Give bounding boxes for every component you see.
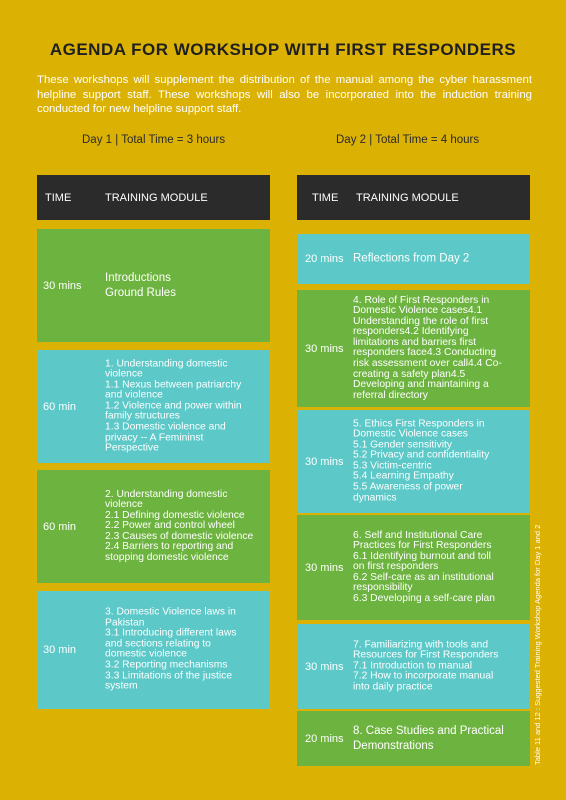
module-line: 2.1 Defining domestic violence	[105, 509, 245, 521]
module-line: limitations and barriers first	[353, 336, 477, 348]
day2-row-2-time: 30 mins	[305, 342, 344, 355]
module-line: Demonstrations	[353, 739, 434, 752]
day1-row-2	[37, 350, 270, 463]
day2-row-3	[297, 410, 530, 513]
day2-row-5-module	[353, 640, 498, 693]
day1-row-1	[37, 229, 270, 342]
module-line: 1.1 Nexus between patriarchy	[105, 379, 242, 391]
day2-row-1-module	[353, 252, 469, 267]
module-line: 3.2 Reporting mechanisms	[105, 659, 228, 671]
module-line: stopping domestic violence	[105, 551, 229, 563]
day2-row-4	[297, 515, 530, 620]
module-line: violence	[105, 499, 143, 511]
module-line: 2.4 Barriers to reporting and	[105, 541, 234, 553]
day2-header-module: TRAINING MODULE	[356, 191, 459, 204]
module-line: privacy -- A Femininst	[105, 431, 204, 443]
module-line: 3.1 Introducing different laws	[105, 627, 237, 639]
module-line: Domestic Violence cases	[353, 428, 468, 440]
intro-paragraph: These workshops will supplement the distribution of the manual among the cyber harassment helpline support staff. These workshops will also be incorporated into the induction training conducted for new helpline support staff.	[37, 74, 532, 115]
day2-row-5	[297, 624, 530, 709]
day1-row-3-time: 60 min	[43, 520, 77, 533]
module-line: Introductions	[105, 271, 171, 284]
day1-row-2-time: 60 min	[43, 400, 77, 413]
day2-row-4-module	[353, 530, 495, 604]
module-line: Perspective	[105, 442, 159, 454]
module-line: 7.1 Introduction to manual	[353, 660, 473, 672]
day1-row-4-module	[105, 608, 236, 693]
day2-row-6	[297, 711, 530, 766]
day1-row-4-time: 30 min	[43, 644, 77, 656]
day2-row-6-time: 20 mins	[305, 732, 344, 745]
day2-row-4-time: 30 mins	[305, 561, 344, 574]
module-line: dynamics	[353, 492, 397, 504]
day2-row-1	[297, 234, 530, 284]
module-line: 1.3 Domestic violence and	[105, 421, 226, 433]
module-line: 6.3 Developing a self-care plan	[353, 592, 495, 604]
day1-row-4	[37, 591, 270, 709]
module-line: referral directory	[353, 389, 428, 401]
module-line: 7. Familiarizing with tools and	[353, 639, 489, 651]
day2-row-5-time: 30 mins	[305, 660, 344, 673]
day2-row-2-module	[353, 296, 502, 402]
module-line: 1. Understanding domestic	[105, 357, 228, 369]
module-line: into daily practice	[353, 681, 433, 693]
module-line: Ground Rules	[105, 286, 176, 299]
module-line: 2. Understanding domestic	[105, 488, 228, 500]
day2-row-3-time: 30 mins	[305, 455, 344, 468]
day1-row-2-module	[105, 359, 242, 454]
module-line: Understanding the role of first	[353, 315, 489, 327]
module-line: 5.5 Awareness of power	[353, 481, 463, 493]
day1-title: Day 1 | Total Time = 3 hours	[82, 134, 226, 146]
day1-header	[37, 175, 270, 220]
module-line: risk assessment over call4.4 Co-	[353, 358, 502, 370]
day1-header-time: TIME	[45, 191, 72, 204]
day1-row-3-module	[105, 489, 253, 563]
module-line: system	[105, 680, 138, 692]
day2-title: Day 2 | Total Time = 4 hours	[336, 134, 480, 146]
module-line: 6. Self and Institutional Care	[353, 529, 483, 541]
module-line: 6.1 Identifying burnout and toll	[353, 550, 491, 562]
module-line: Reflections from Day 2	[353, 252, 470, 265]
module-line: family structures	[105, 410, 180, 422]
module-line: 8. Case Studies and Practical	[353, 724, 504, 737]
day2-header	[297, 175, 530, 220]
module-line: responders face4.3 Conducting	[353, 347, 497, 359]
module-line: domestic violence	[105, 649, 187, 660]
module-line: on first responders	[353, 561, 439, 573]
module-line: violence	[105, 368, 143, 380]
module-line: 7.2 How to incorporate manual	[353, 670, 494, 682]
module-line: 5. Ethics First Responders in	[353, 418, 485, 430]
module-line: Resources for First Responders	[353, 649, 499, 661]
module-line: 5.4 Learning Empathy	[353, 471, 454, 483]
module-line: and sections relating to	[105, 638, 211, 650]
module-line: Domestic Violence cases4.1	[353, 305, 483, 317]
module-line: Developing and maintaining a	[353, 379, 489, 391]
page-title: AGENDA FOR WORKSHOP WITH FIRST RESPONDERS	[49, 40, 517, 59]
day2-row-2	[297, 290, 530, 407]
module-line: 3. Domestic Violence laws in	[105, 606, 236, 618]
module-line: 3.3 Limitations of the justice	[105, 670, 233, 682]
module-line: and violence	[105, 389, 163, 401]
module-line: 4. Role of First Responders in	[353, 294, 490, 306]
day1-row-1-time: 30 mins	[43, 279, 82, 292]
module-line: 5.2 Privacy and confidentiality	[353, 449, 490, 461]
module-line: 5.3 Victim-centric	[353, 460, 432, 472]
module-line: responders4.2 Identifying	[353, 326, 469, 338]
day1-header-module: TRAINING MODULE	[105, 191, 208, 204]
day2-header-time: TIME	[312, 191, 339, 204]
module-line: creating a safety plan4.5	[353, 368, 466, 380]
day1-row-3	[37, 470, 270, 583]
table-caption: Table 11 and 12 : Suggested Training Workshop Agenda for Day 1 and 2	[533, 524, 542, 765]
module-line: 6.2 Self-care as an institutional	[353, 571, 494, 583]
module-line: 1.2 Violence and power within	[105, 400, 242, 412]
module-line: 2.2 Power and control wheel	[105, 520, 235, 532]
day2-row-6-module	[353, 724, 504, 754]
module-line: 2.3 Causes of domestic violence	[105, 530, 254, 542]
module-line: responsibility	[353, 582, 413, 594]
module-line: 5.1 Gender sensitivity	[353, 439, 453, 451]
day2-row-1-time: 20 mins	[305, 253, 344, 265]
day1-row-1-module	[105, 271, 176, 301]
day2-row-3-module	[353, 419, 489, 504]
module-line: Practices for First Responders	[353, 540, 492, 552]
module-line: Pakistan	[105, 617, 145, 629]
